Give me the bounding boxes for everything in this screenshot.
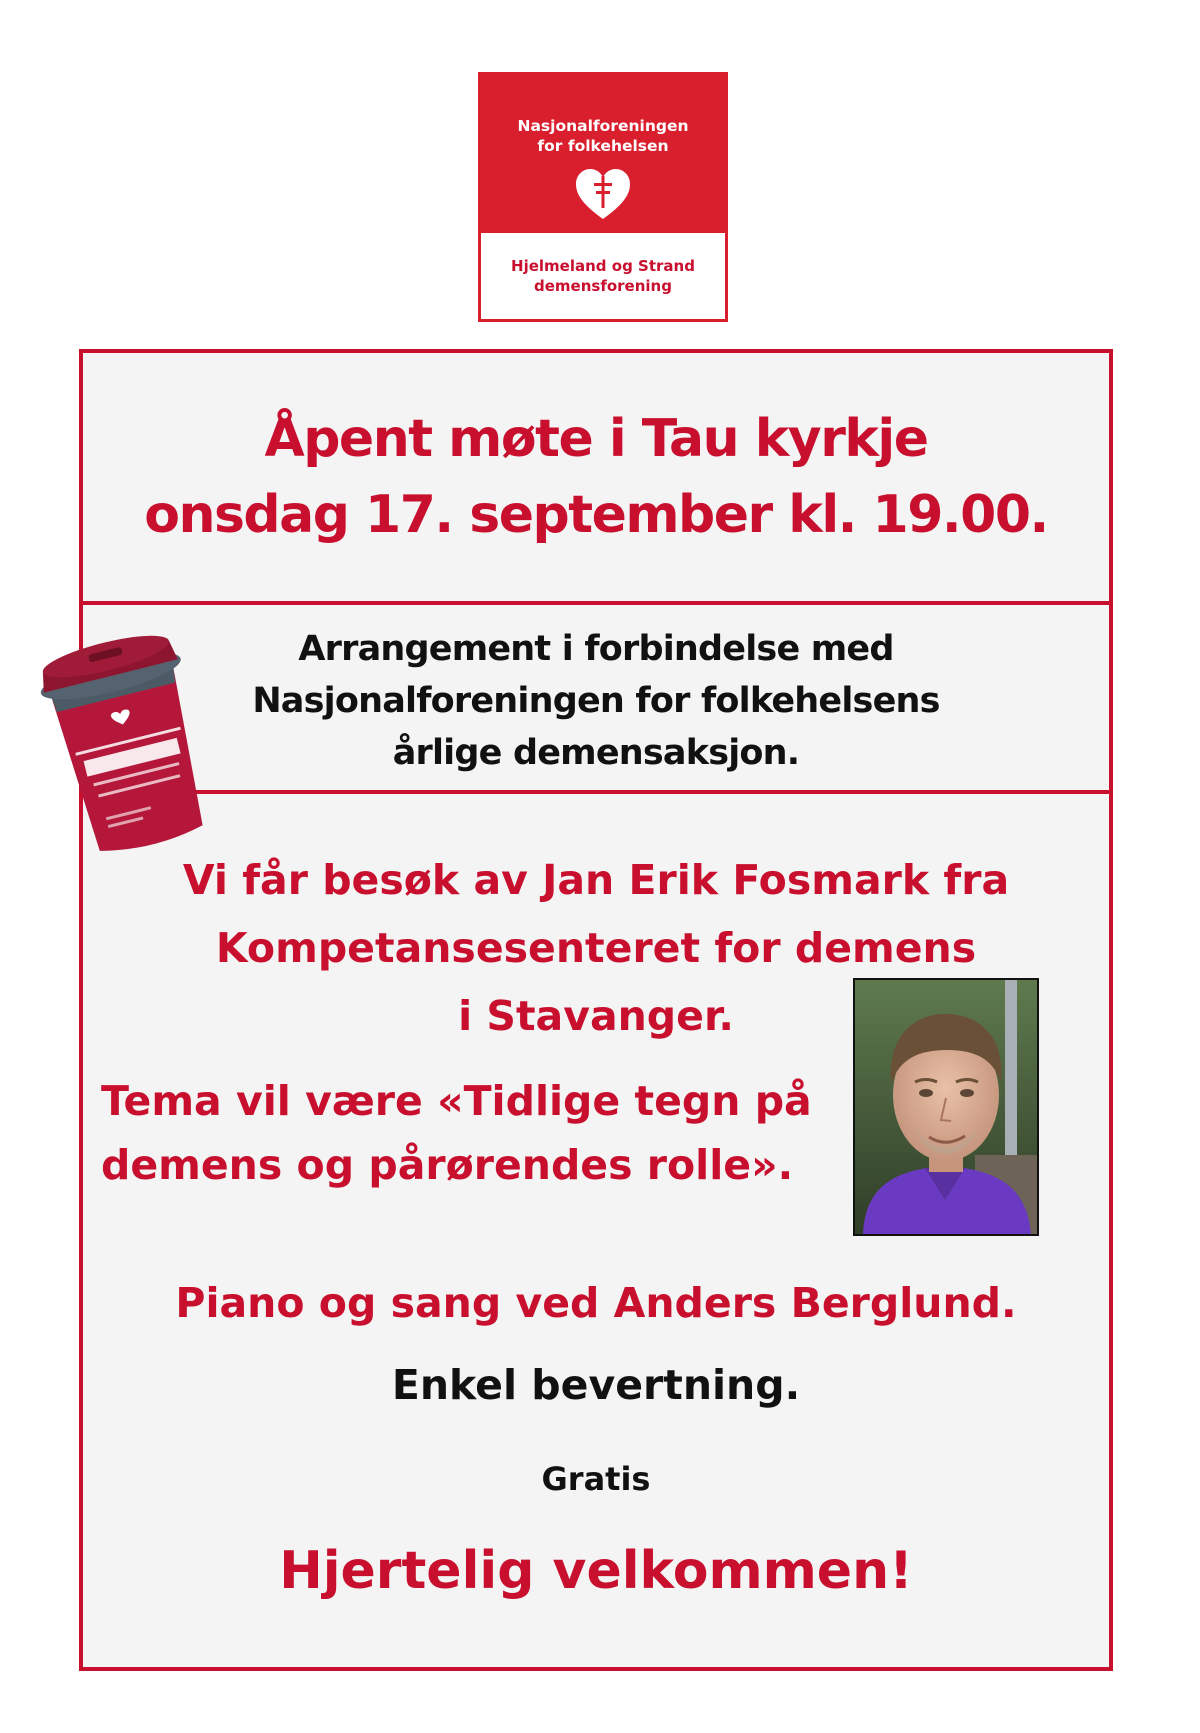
piano-text: Piano og sang ved Anders Berglund. (175, 1279, 1017, 1327)
divider-top (83, 601, 1109, 605)
demensaksjon-collection-cup (22, 616, 232, 866)
event-title: Åpent møte i Tau kyrkje onsdag 17. september kl. 19.00. (144, 409, 1048, 545)
speaker-photo (853, 978, 1039, 1236)
heart-cross-icon (573, 164, 633, 224)
arrangement-text: Arrangement i forbindelse med Nasjonalforeningen for folkehelsens årlige demensaksjon. (252, 629, 940, 773)
refreshments-text: Enkel bevertning. (391, 1361, 801, 1409)
logo (478, 72, 728, 322)
logo-org-name: Nasjonalforeningen for folkehelsen (517, 117, 689, 155)
logo-sub-name: Hjelmeland og Strand demensforening (481, 233, 725, 319)
theme-text: Tema vil være «Tidlige tegn på demens og pårørendes rolle». (101, 1077, 812, 1189)
free-text: Gratis (541, 1460, 651, 1498)
visitor-text: Vi får besøk av Jan Erik Fosmark fra Kompetansesenteret for demens i Stavanger. (182, 856, 1010, 1040)
welcome-text: Hjertelig velkommen! (279, 1541, 913, 1601)
divider-middle (83, 790, 1109, 794)
